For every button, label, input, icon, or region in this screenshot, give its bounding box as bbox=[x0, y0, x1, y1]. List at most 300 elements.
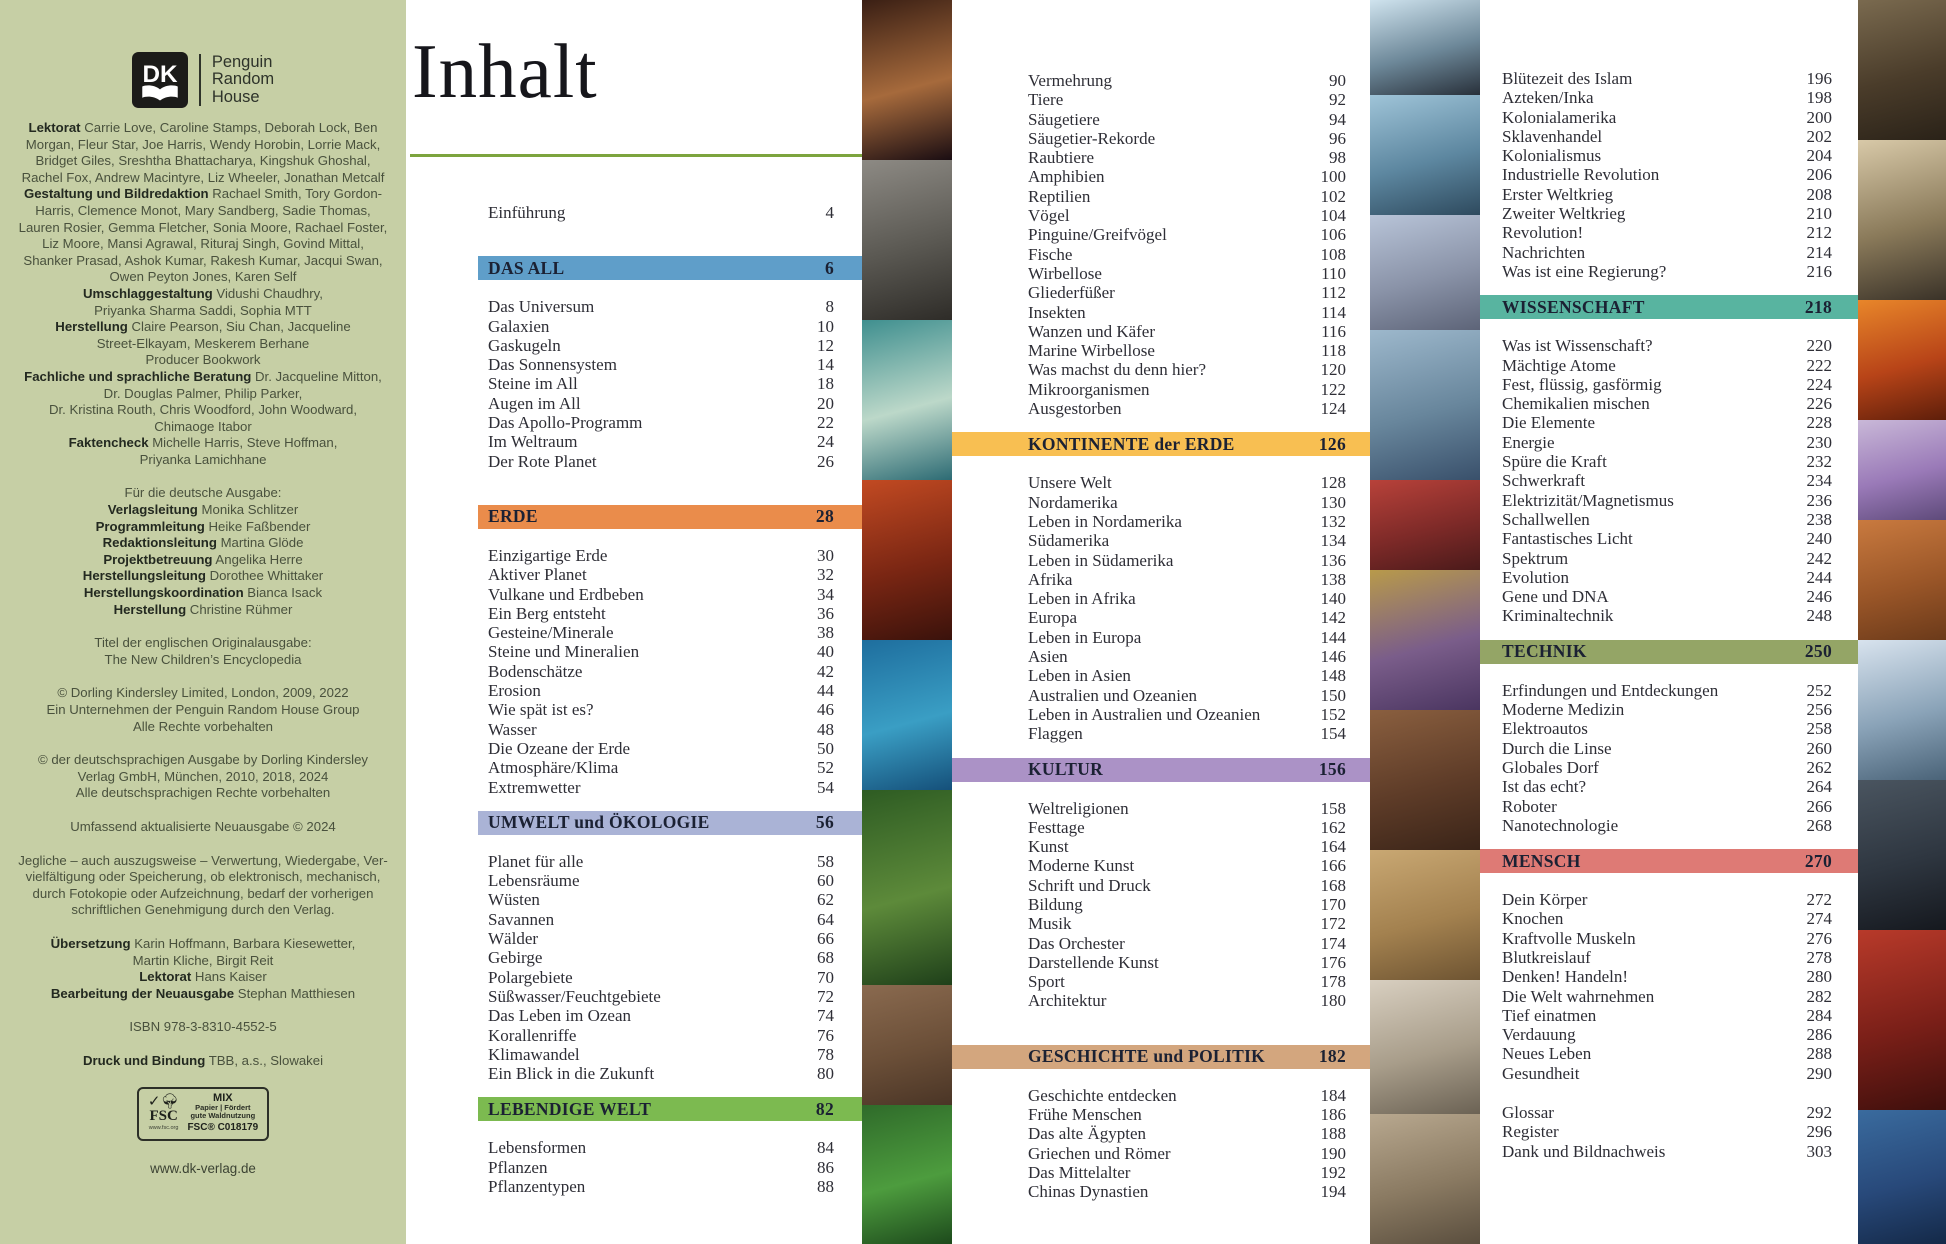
toc-entry bbox=[952, 876, 1370, 895]
imprint-text: Dr. Douglas Palmer, Philip Parker, bbox=[103, 385, 303, 401]
toc-entry bbox=[1480, 413, 1858, 432]
imprint-line bbox=[8, 769, 398, 786]
toc-entry-page: 244 bbox=[1806, 567, 1832, 587]
toc-entry-label: Das Leben im Ozean bbox=[488, 1006, 632, 1026]
toc-entry-page: 116 bbox=[1321, 321, 1346, 341]
toc-entry-page: 104 bbox=[1320, 206, 1346, 226]
toc-entry bbox=[1480, 471, 1858, 490]
toc-entry-page: 198 bbox=[1806, 88, 1832, 108]
toc-entry-page: 146 bbox=[1320, 647, 1346, 667]
toc-entry-label: Säugetier-Rekorde bbox=[1028, 128, 1156, 148]
imprint-text: Shanker Prasad, Ashok Kumar, Rakesh Kumar, Jacqui Swan, bbox=[23, 252, 383, 268]
toc-entry bbox=[1480, 491, 1858, 510]
imprint-block bbox=[8, 1053, 398, 1070]
imprint-line bbox=[8, 969, 398, 986]
toc-entry bbox=[478, 871, 862, 890]
toc-entry-label: Gaskugeln bbox=[488, 335, 561, 355]
toc-entry-label: Nanotechnologie bbox=[1502, 815, 1619, 835]
toc-section-header bbox=[478, 256, 862, 280]
toc-entry-page: 180 bbox=[1320, 991, 1346, 1011]
toc-entry bbox=[952, 1124, 1370, 1143]
toc-entry-page: 4 bbox=[825, 203, 834, 222]
imprint-text: Priyanka Lamichhane bbox=[139, 451, 267, 467]
toc-entry-label: Extremwetter bbox=[488, 777, 581, 797]
imprint-label: Druck und Bindung bbox=[82, 1052, 206, 1068]
toc-entry bbox=[952, 90, 1370, 109]
toc-entry bbox=[1480, 909, 1858, 928]
toc-entry-page: 178 bbox=[1320, 972, 1346, 992]
toc-entry-label: Register bbox=[1502, 1122, 1559, 1142]
title-rule bbox=[410, 154, 862, 157]
toc-entry-page: 96 bbox=[1329, 128, 1346, 148]
toc-entry bbox=[952, 245, 1370, 264]
toc-entry bbox=[478, 929, 862, 948]
imprint-text: Producer Bookwork bbox=[145, 352, 261, 368]
toc-entry-page: 112 bbox=[1321, 283, 1346, 303]
toc-entry-page: 188 bbox=[1320, 1124, 1346, 1144]
toc-entry bbox=[478, 546, 862, 565]
imprint-text: Umfassend aktualisierte Neuausgabe © 2024 bbox=[70, 818, 336, 834]
toc-entry bbox=[952, 129, 1370, 148]
toc-section-page: 126 bbox=[1318, 433, 1346, 454]
toc-entry bbox=[478, 394, 862, 413]
toc-entry bbox=[952, 686, 1370, 705]
toc-entry-label: Einführung bbox=[488, 203, 566, 222]
photo-stained-glass bbox=[1370, 570, 1480, 710]
toc-entry-page: 228 bbox=[1806, 413, 1832, 433]
imprint-text: Carrie Love, Caroline Stamps, Deborah Lock, Ben bbox=[80, 120, 378, 135]
toc-entry bbox=[952, 1105, 1370, 1124]
toc-entry bbox=[478, 778, 862, 797]
toc-entry bbox=[952, 360, 1370, 379]
toc-entry bbox=[952, 264, 1370, 283]
toc-entry-page: 106 bbox=[1320, 225, 1346, 245]
toc-entry-label: Glossar bbox=[1502, 1103, 1554, 1123]
imprint-label: Verlagsleitung bbox=[107, 502, 198, 518]
imprint-line bbox=[8, 186, 398, 203]
toc-entry-label: Säugetiere bbox=[1028, 109, 1100, 129]
photo-seabird-flight bbox=[1370, 95, 1480, 215]
toc-entry-page: 216 bbox=[1806, 261, 1832, 281]
toc-entry-label: Weltreligionen bbox=[1028, 798, 1129, 818]
toc-entry bbox=[1480, 127, 1858, 146]
imprint-label: Herstellung bbox=[113, 601, 187, 617]
imprint-block bbox=[8, 853, 398, 919]
toc-entry bbox=[1480, 452, 1858, 471]
imprint-line bbox=[8, 853, 398, 870]
imprint-text: Michelle Harris, Steve Hoffman, bbox=[148, 435, 338, 451]
toc-entry-label: Europa bbox=[1028, 608, 1078, 628]
imprint-block bbox=[8, 1019, 398, 1036]
toc-entry-label: Denken! Handeln! bbox=[1502, 967, 1629, 987]
imprint-line bbox=[8, 902, 398, 919]
imprint-line bbox=[8, 936, 398, 953]
publisher-website: www.dk-verlag.de bbox=[150, 1160, 256, 1176]
imprint bbox=[8, 120, 398, 1176]
toc-entry-label: Einzigartige Erde bbox=[488, 545, 608, 565]
toc-entry-label: Mächtige Atome bbox=[1502, 355, 1616, 375]
toc-entry-page: 18 bbox=[817, 374, 834, 394]
toc-entry-page: 240 bbox=[1806, 529, 1832, 549]
imprint-text: Karin Hoffmann, Barbara Kiesewetter, bbox=[130, 935, 356, 951]
toc-entry bbox=[1480, 1103, 1858, 1122]
imprint-block bbox=[8, 635, 398, 668]
toc-entry-page: 64 bbox=[817, 909, 834, 929]
photo-football-players bbox=[1370, 480, 1480, 570]
toc-entry-label: Wirbellose bbox=[1028, 263, 1102, 283]
toc-entry-label: Elektroautos bbox=[1502, 719, 1588, 739]
toc-entry-label: Das Apollo-Programm bbox=[488, 413, 643, 433]
imprint-label: Faktencheck bbox=[68, 435, 149, 451]
photo-fire-explosion bbox=[1858, 300, 1946, 420]
toc-entry-page: 102 bbox=[1320, 186, 1346, 206]
left-page bbox=[0, 0, 406, 1244]
imprint-line bbox=[8, 652, 398, 669]
toc-section-page: 156 bbox=[1318, 759, 1346, 779]
imprint-line bbox=[8, 203, 398, 220]
toc-entry bbox=[952, 628, 1370, 647]
toc-section-page: 56 bbox=[815, 812, 834, 833]
toc-entry-page: 280 bbox=[1806, 967, 1832, 987]
toc-entry-label: Erosion bbox=[488, 681, 541, 701]
toc-entry-page: 70 bbox=[817, 967, 834, 987]
toc-entry-label: Atmosphäre/Klima bbox=[488, 758, 619, 778]
toc-entry bbox=[1480, 510, 1858, 529]
toc-entry-page: 24 bbox=[817, 432, 834, 452]
toc-entry-page: 236 bbox=[1806, 490, 1832, 510]
toc-entry-page: 194 bbox=[1320, 1182, 1346, 1202]
toc-entry bbox=[478, 1026, 862, 1045]
toc-entry-label: Sklavenhandel bbox=[1502, 126, 1603, 146]
toc-entry-label: Wüsten bbox=[488, 890, 540, 910]
fsc-left bbox=[147, 1092, 180, 1133]
toc-entry-label: Das Mittelalter bbox=[1028, 1162, 1131, 1182]
toc-entry-label: Polargebiete bbox=[488, 967, 573, 987]
toc-entry-page: 68 bbox=[817, 948, 834, 968]
photo-molecule-model bbox=[1858, 420, 1946, 520]
toc-entry bbox=[952, 934, 1370, 953]
toc-section-label: MENSCH bbox=[1502, 850, 1581, 871]
toc-entry-page: 50 bbox=[817, 738, 834, 758]
toc-entry bbox=[952, 322, 1370, 341]
toc-entry-page: 84 bbox=[817, 1138, 834, 1158]
toc-entry-label: Kraftvolle Muskeln bbox=[1502, 928, 1636, 948]
photo-shark-reef bbox=[862, 640, 952, 790]
toc-entry-page: 142 bbox=[1320, 608, 1346, 628]
toc-entry-page: 212 bbox=[1806, 223, 1832, 243]
toc-entry bbox=[478, 317, 862, 336]
toc-entry-label: Leben in Europa bbox=[1028, 627, 1142, 647]
imprint-block bbox=[8, 685, 398, 735]
toc-entry-page: 224 bbox=[1806, 374, 1832, 394]
photo-strip-1 bbox=[862, 0, 952, 1244]
toc-entry-page: 232 bbox=[1806, 452, 1832, 472]
photo-coastal-aerial bbox=[862, 320, 952, 480]
imprint-line bbox=[8, 419, 398, 436]
toc-entry bbox=[1480, 1044, 1858, 1063]
imprint-label: Redaktionsleitung bbox=[102, 535, 217, 551]
toc-entry-page: 208 bbox=[1806, 184, 1832, 204]
toc-entry-page: 148 bbox=[1320, 666, 1346, 686]
toc-entry-page: 274 bbox=[1806, 909, 1832, 929]
toc-entry-label: Pinguine/Greifvögel bbox=[1028, 225, 1167, 245]
toc-entry bbox=[478, 623, 862, 642]
toc-section-header bbox=[952, 432, 1370, 456]
toc-entry-page: 303 bbox=[1806, 1141, 1832, 1161]
toc-entry-page: 132 bbox=[1320, 511, 1346, 531]
toc-entry-label: Asien bbox=[1028, 647, 1068, 667]
toc-entry bbox=[952, 1163, 1370, 1182]
imprint-line bbox=[8, 402, 398, 419]
toc-entry bbox=[952, 493, 1370, 512]
toc-entry-label: Kolonialamerika bbox=[1502, 107, 1617, 127]
toc-entry bbox=[1480, 587, 1858, 606]
toc-entry-label: Kunst bbox=[1028, 837, 1069, 857]
imprint-line bbox=[8, 153, 398, 170]
imprint-text: The New Children’s Encyclopedia bbox=[104, 651, 302, 667]
toc-entry-label: Ausgestorben bbox=[1028, 399, 1122, 419]
imprint-line bbox=[8, 220, 398, 237]
toc-entry-page: 286 bbox=[1806, 1025, 1832, 1045]
toc-entry-label: Wasser bbox=[488, 719, 537, 739]
toc-entry-page: 46 bbox=[817, 700, 834, 720]
imprint-line bbox=[8, 886, 398, 903]
toc-section-header bbox=[478, 811, 862, 835]
toc-entry bbox=[1480, 262, 1858, 281]
toc-entry-page: 256 bbox=[1806, 700, 1832, 720]
toc-entry-label: Amphibien bbox=[1028, 167, 1105, 187]
toc-entry-label: Augen im All bbox=[488, 393, 581, 413]
toc-entry-label: Tief einatmen bbox=[1502, 1005, 1597, 1025]
toc-entry-page: 158 bbox=[1320, 798, 1346, 818]
photo-napoleon-painting bbox=[1858, 0, 1946, 140]
toc-entry-page: 22 bbox=[817, 413, 834, 433]
toc-entry bbox=[952, 856, 1370, 875]
toc-entry bbox=[952, 724, 1370, 743]
imprint-text: Morgan, Fleur Star, Joe Harris, Wendy Horobin, Lorrie Mack, bbox=[25, 136, 381, 152]
imprint-line bbox=[8, 869, 398, 886]
toc-entry-page: 238 bbox=[1806, 509, 1832, 529]
toc-list-a bbox=[478, 203, 862, 1196]
toc-entry bbox=[952, 895, 1370, 914]
imprint-text: Dorothee Whittaker bbox=[205, 568, 324, 584]
toc-entry-label: Nordamerika bbox=[1028, 492, 1118, 512]
fsc-wrap bbox=[8, 1087, 398, 1141]
toc-entry-label: Sport bbox=[1028, 972, 1065, 992]
toc-entry-label: Planet für alle bbox=[488, 851, 584, 871]
toc-entry-page: 26 bbox=[817, 451, 834, 471]
imprint-text: Christine Rühmer bbox=[186, 601, 293, 617]
toc-entry-page: 120 bbox=[1320, 360, 1346, 380]
toc-entry-label: Wanzen und Käfer bbox=[1028, 321, 1156, 341]
toc-entry bbox=[1480, 185, 1858, 204]
imprint-text: Martina Glöde bbox=[216, 535, 304, 551]
toc-entry-label: Spüre die Kraft bbox=[1502, 452, 1607, 472]
toc-entry-page: 184 bbox=[1320, 1085, 1346, 1105]
toc-entry-label: Ein Berg entsteht bbox=[488, 603, 606, 623]
toc-entry bbox=[478, 1064, 862, 1083]
imprint-line bbox=[8, 602, 398, 619]
toc-section-header bbox=[478, 505, 862, 529]
imprint-line bbox=[8, 702, 398, 719]
imprint-text: Jegliche – auch auszugsweise – Verwertung, Wiedergabe, Ver- bbox=[18, 852, 388, 868]
toc-entry bbox=[1480, 146, 1858, 165]
toc-entry-page: 114 bbox=[1321, 302, 1346, 322]
toc-section-page: 6 bbox=[824, 257, 834, 278]
toc-entry-page: 44 bbox=[817, 681, 834, 701]
toc-entry-page: 176 bbox=[1320, 952, 1346, 972]
toc-entry bbox=[478, 1045, 862, 1064]
toc-entry bbox=[1480, 719, 1858, 738]
imprint-text: Für die deutsche Ausgabe: bbox=[124, 485, 282, 501]
toc-entry bbox=[1480, 1142, 1858, 1161]
imprint-line bbox=[8, 286, 398, 303]
toc-entry-label: Australien und Ozeanien bbox=[1028, 685, 1197, 705]
imprint-blocks bbox=[8, 120, 398, 1070]
toc-section-header bbox=[1480, 295, 1858, 319]
toc-entry-page: 38 bbox=[817, 623, 834, 643]
toc-entry bbox=[952, 666, 1370, 685]
toc-entry-page: 130 bbox=[1320, 492, 1346, 512]
fsc-small-line: Papier | Fördert bbox=[195, 1103, 251, 1112]
toc-entry bbox=[1480, 929, 1858, 948]
toc-entry bbox=[952, 570, 1370, 589]
imprint-text: schriftlichen Genehmigung durch den Verlag. bbox=[71, 902, 335, 918]
toc-entry-label: Insekten bbox=[1028, 302, 1086, 322]
toc-entry-page: 86 bbox=[817, 1157, 834, 1177]
toc-entry-page: 258 bbox=[1806, 719, 1832, 739]
toc-entry-page: 166 bbox=[1320, 856, 1346, 876]
toc-entry bbox=[1480, 336, 1858, 355]
toc-entry bbox=[952, 705, 1370, 724]
imprint-label: Programmleitung bbox=[95, 518, 205, 534]
photo-greek-temple bbox=[1370, 980, 1480, 1114]
toc-entry bbox=[478, 987, 862, 1006]
toc-entry-label: Frühe Menschen bbox=[1028, 1105, 1142, 1125]
toc-entry bbox=[1480, 568, 1858, 587]
toc-section-label: UMWELT und ÖKOLOGIE bbox=[488, 812, 710, 833]
imprint-text: Dr. Kristina Routh, Chris Woodford, John Woodward, bbox=[48, 402, 358, 418]
toc-entry-label: Wälder bbox=[488, 929, 539, 949]
toc-entry-label: Aktiver Planet bbox=[488, 565, 587, 585]
toc-entry-label: Kriminaltechnik bbox=[1502, 606, 1614, 626]
toc-entry-label: Leben in Asien bbox=[1028, 666, 1131, 686]
imprint-label: Umschlaggestaltung bbox=[83, 285, 213, 301]
toc-entry bbox=[1480, 1122, 1858, 1141]
imprint-text: Bianca Isack bbox=[243, 585, 323, 601]
toc-section-label: WISSENSCHAFT bbox=[1502, 296, 1645, 317]
toc-entry bbox=[952, 225, 1370, 244]
photo-nebula-galaxy bbox=[862, 0, 952, 160]
toc-entry-label: Steine und Mineralien bbox=[488, 642, 640, 662]
toc-entry bbox=[478, 1177, 862, 1196]
dk-logo-icon bbox=[132, 52, 188, 108]
imprint-line bbox=[8, 752, 398, 769]
toc-entry-label: Leben in Afrika bbox=[1028, 589, 1136, 609]
toc-entry-label: Ist das echt? bbox=[1502, 777, 1587, 797]
toc-entry bbox=[478, 565, 862, 584]
toc-entry-page: 204 bbox=[1806, 146, 1832, 166]
imprint-text: Street-Elkayam, Meskerem Berhane bbox=[96, 335, 310, 351]
toc-entry bbox=[952, 1144, 1370, 1163]
toc-entry-page: 32 bbox=[817, 565, 834, 585]
imprint-label: Fachliche und sprachliche Beratung bbox=[24, 368, 252, 384]
toc-entry-page: 282 bbox=[1806, 986, 1832, 1006]
toc-entry bbox=[952, 953, 1370, 972]
toc-entry-page: 202 bbox=[1806, 126, 1832, 146]
toc-entry-label: Chinas Dynastien bbox=[1028, 1182, 1149, 1202]
toc-entry-page: 272 bbox=[1806, 890, 1832, 910]
toc-entry-label: Das Universum bbox=[488, 297, 595, 317]
imprint-text: Liz Moore, Mansi Agrawal, Rituraj Singh, Govind Mittal, bbox=[42, 236, 364, 252]
imprint-line bbox=[8, 336, 398, 353]
toc-entry-label: Marine Wirbellose bbox=[1028, 341, 1155, 361]
toc-entry-label: Moderne Medizin bbox=[1502, 700, 1625, 720]
toc-entry bbox=[952, 167, 1370, 186]
toc-entry-label: Der Rote Planet bbox=[488, 451, 597, 471]
toc-entry bbox=[1480, 356, 1858, 375]
toc-entry bbox=[1480, 948, 1858, 967]
imprint-text: Lauren Rosier, Gemma Fletcher, Sonia Moore, Rachael Foster, bbox=[18, 219, 388, 235]
toc-entry bbox=[1480, 204, 1858, 223]
imprint-text: ISBN 978-3-8310-4552-5 bbox=[129, 1019, 277, 1035]
toc-entry-label: Chemikalien mischen bbox=[1502, 394, 1650, 414]
toc-entry bbox=[1480, 165, 1858, 184]
toc-section-header bbox=[952, 758, 1370, 782]
page-title: Inhalt bbox=[412, 28, 598, 114]
imprint-line bbox=[8, 568, 398, 585]
toc-entry-page: 164 bbox=[1320, 837, 1346, 857]
toc-entry-label: Leben in Nordamerika bbox=[1028, 511, 1182, 531]
toc-entry bbox=[1480, 529, 1858, 548]
toc-entry-label: Afrika bbox=[1028, 569, 1073, 589]
photo-egyptian-relief bbox=[1370, 850, 1480, 980]
imprint-line bbox=[8, 1053, 398, 1070]
toc-entry-label: Vulkane und Erdbeben bbox=[488, 584, 644, 604]
imprint-line bbox=[8, 137, 398, 154]
toc-section-page: 270 bbox=[1804, 850, 1832, 871]
imprint-label: Projektbetreuung bbox=[103, 551, 213, 567]
toc-entry bbox=[952, 187, 1370, 206]
photo-aboriginal-face bbox=[1370, 710, 1480, 850]
toc-entry-page: 234 bbox=[1806, 471, 1832, 491]
toc-entry bbox=[478, 604, 862, 623]
toc-entry bbox=[952, 303, 1370, 322]
toc-entry bbox=[952, 551, 1370, 570]
logo-divider bbox=[199, 54, 201, 106]
imprint-text: Monika Schlitzer bbox=[197, 502, 299, 518]
imprint-label: Lektorat bbox=[139, 969, 192, 985]
imprint-label: Gestaltung und Bildredaktion bbox=[23, 186, 209, 202]
imprint-text: Chimaoge Itabor bbox=[154, 418, 252, 434]
toc-entry-page: 242 bbox=[1806, 548, 1832, 568]
toc-entry-page: 226 bbox=[1806, 394, 1832, 414]
toc-section-page: 218 bbox=[1804, 296, 1832, 317]
toc-entry-page: 214 bbox=[1806, 242, 1832, 262]
toc-entry bbox=[952, 608, 1370, 627]
toc-entry bbox=[952, 914, 1370, 933]
toc-entry-page: 268 bbox=[1806, 815, 1832, 835]
toc-entry bbox=[478, 948, 862, 967]
toc-entry bbox=[1480, 777, 1858, 796]
toc-entry-page: 292 bbox=[1806, 1103, 1832, 1123]
toc-entry-page: 122 bbox=[1320, 379, 1346, 399]
toc-entry-page: 168 bbox=[1320, 875, 1346, 895]
toc-entry-label: Revolution! bbox=[1502, 223, 1584, 243]
toc-section-label: KULTUR bbox=[1028, 759, 1104, 779]
toc-entry bbox=[952, 512, 1370, 531]
toc-entry bbox=[952, 837, 1370, 856]
